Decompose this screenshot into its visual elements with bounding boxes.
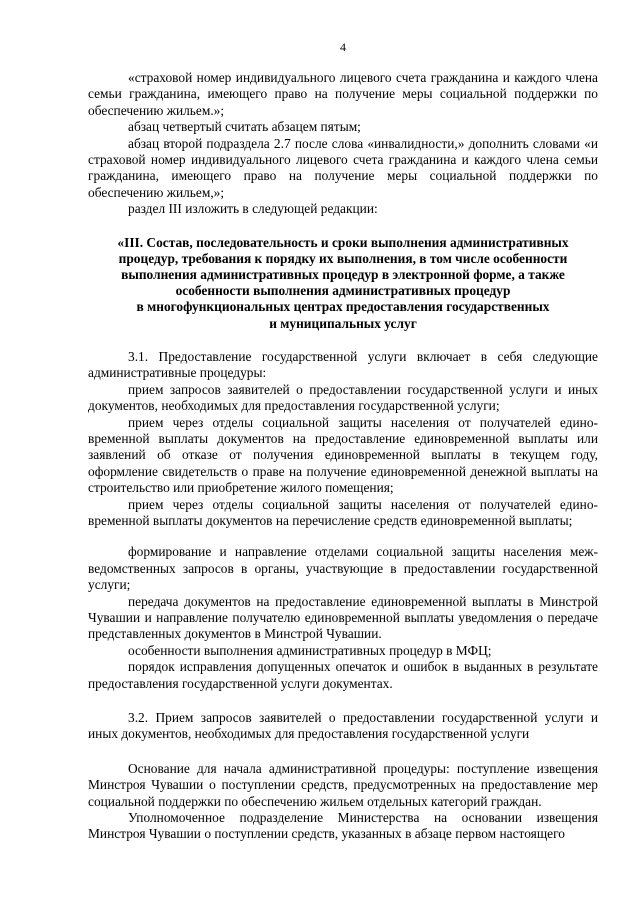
section-paragraph: прием запросов заявителей о предоставлении государственной услуги и иных документов, необходимых для предоставления государственной услуги;	[88, 381, 598, 414]
spacer	[88, 692, 598, 710]
intro-paragraph: раздел III изложить в следующей редакции:	[128, 201, 378, 217]
heading-line: выполнения административных процедур в электронной форме, а также	[121, 267, 565, 283]
intro-paragraph: «страховой номер индивидуального лицевого счета гражданина и каждого члена семьи гражданина, имеющего право на получение меры социальной поддержки по обеспечению жильем.»;	[88, 70, 598, 118]
section-paragraph: 3.1. Предоставление государственной услуги включает в себя следующие административные процедуры:	[88, 348, 598, 381]
section-3-2	[88, 761, 598, 843]
section-paragraph: прием через отделы социальной защиты населения от получателей единовременной выплаты документов на перечисление средств единовременной выплаты;	[88, 496, 598, 528]
section-paragraph: Уполномоченное подразделение Министерства на основании извещения Минстроя Чувашии о поступлении средств, указанных в абзаце первом настоящего	[88, 810, 598, 842]
intro-paragraph: абзац второй подраздела 2.7 после слова «инвалидности,» дополнить словами «и страховой номер индивидуального лицевого счета гражданина и каждого члена семьи гражданина, имеющего право на получение меры социальной поддержки по обеспечению жильем,»;	[88, 135, 598, 200]
section-3-2-title: 3.2. Прием запросов заявителей о предоставлении государственной услуги и иных документов, необходимых для предоставления государственной услуги	[88, 710, 598, 742]
heading-line: особенности выполнения административных процедур	[175, 283, 511, 299]
section-paragraph: порядок исправления допущенных опечаток и ошибок в выданных в результате предоставления государственной услуги документах.	[88, 659, 598, 691]
intro-paragraph: абзац четвертый считать абзацем пятым;	[128, 119, 361, 135]
spacer	[88, 743, 598, 761]
section-paragraph: прием через отделы социальной защиты населения от получателей единовременной выплаты документов на предоставление единовременной выплаты или заявлений об отказе от получения единовременной выплаты в текущем году, оформление свидетельств о праве на получение единовременной денежной выплаты на строительство или приобретение жилого помещения;	[88, 414, 598, 496]
section-paragraph: формирование и направление отделами социальной защиты населения межведомственных запросов в органы, участвующие в предоставлении государственной услуги;	[88, 544, 598, 593]
heading-line: «III. Состав, последовательность и сроки выполнения административных	[117, 234, 569, 250]
section-paragraph: Основание для начала административной процедуры: поступление извещения Минстроя Чувашии о поступлении средств, предусмотренных на предоставление мер социальной поддержки по обеспечению жильем отдельных категорий граждан.	[88, 760, 598, 809]
section-paragraph: особенности выполнения административных процедур в МФЦ;	[128, 642, 492, 658]
section-heading	[88, 235, 598, 332]
spacer	[88, 529, 598, 544]
section-3-1	[88, 349, 598, 692]
document-page	[88, 40, 598, 843]
heading-line: в многофункциональных центрах предоставления государственных	[136, 299, 550, 315]
heading-line: и муниципальных услуг	[269, 315, 417, 331]
page-number: 4	[340, 40, 346, 54]
section-paragraph: передача документов на предоставление единовременной выплаты в Минстрой Чувашии и направление получателю единовременной выплаты уведомления о передаче представленных документов в Минстрой Чувашии.	[88, 593, 598, 642]
intro-block	[88, 70, 598, 218]
heading-line: процедур, требования к порядку их выполнения, в том числе особенности	[118, 250, 568, 266]
